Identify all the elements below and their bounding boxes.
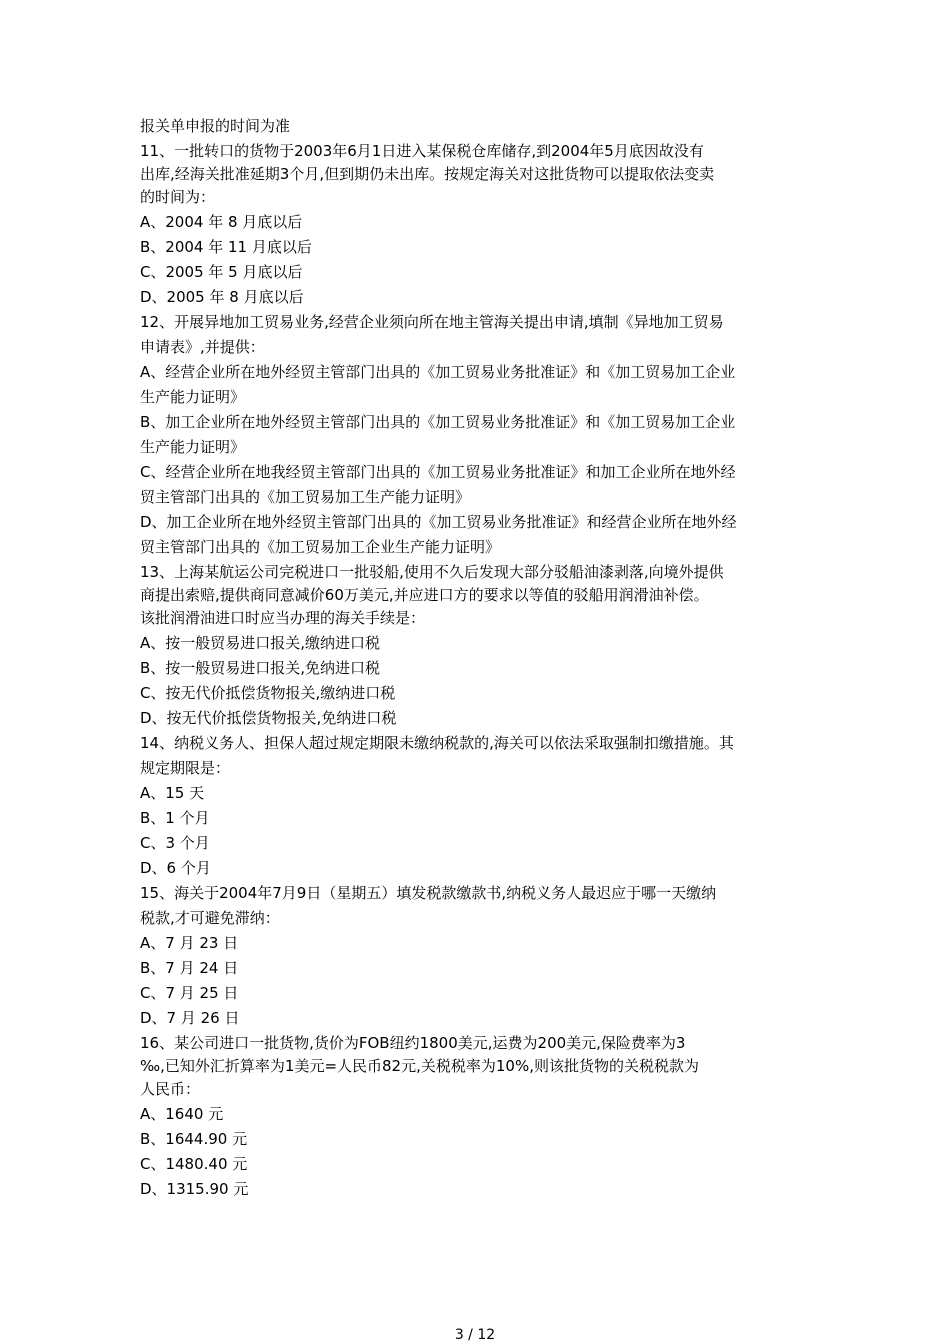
option-line: B、2004 年 11 月底以后 bbox=[140, 238, 312, 256]
page-number: 3 / 12 bbox=[454, 1327, 496, 1343]
option-line: C、经营企业所在地我经贸主管部门出具的《加工贸易业务批准证》和加工企业所在地外经 bbox=[140, 463, 736, 481]
option-line: D、2005 年 8 月底以后 bbox=[140, 288, 304, 306]
option-line: A、2004 年 8 月底以后 bbox=[140, 213, 303, 231]
option-line: A、15 天 bbox=[140, 784, 205, 802]
option-line: 贸主管部门出具的《加工贸易加工生产能力证明》 bbox=[140, 488, 471, 506]
option-line: A、1640 元 bbox=[140, 1105, 224, 1123]
question-12-line: 12、开展异地加工贸易业务,经营企业须向所在地主管海关提出申请,填制《异地加工贸易 bbox=[140, 313, 724, 331]
question-11-line: 出库,经海关批准延期3个月,但到期仍未出库。按规定海关对这批货物可以提取依法变卖 bbox=[140, 165, 715, 183]
option-line: D、加工企业所在地外经贸主管部门出具的《加工贸易业务批准证》和经营企业所在地外经 bbox=[140, 513, 737, 531]
option-line: B、1 个月 bbox=[140, 809, 210, 827]
option-line: D、6 个月 bbox=[140, 859, 211, 877]
question-16-line: 人民币： bbox=[140, 1080, 201, 1098]
option-line: D、7 月 26 日 bbox=[140, 1009, 240, 1027]
question-16-line: 16、某公司进口一批货物,货价为FOB纽约1800美元,运费为200美元,保险费率为3 bbox=[140, 1034, 686, 1052]
option-line: B、1644.90 元 bbox=[140, 1130, 248, 1148]
question-13-line: 商提出索赔,提供商同意减价60万美元,并应进口方的要求以等值的驳船用润滑油补偿。 bbox=[140, 586, 709, 604]
option-line: B、7 月 24 日 bbox=[140, 959, 239, 977]
text-line: 报关单申报的时间为准 bbox=[140, 117, 291, 135]
question-12-line: 申请表》,并提供： bbox=[140, 338, 265, 356]
option-line: C、1480.40 元 bbox=[140, 1155, 248, 1173]
option-line: 贸主管部门出具的《加工贸易加工企业生产能力证明》 bbox=[140, 538, 501, 556]
option-line: D、按无代价抵偿货物报关,免纳进口税 bbox=[140, 709, 397, 727]
option-line: 生产能力证明》 bbox=[140, 438, 246, 456]
question-14-line: 14、纳税义务人、担保人超过规定期限未缴纳税款的,海关可以依法采取强制扣缴措施。其 bbox=[140, 734, 734, 752]
option-line: A、经营企业所在地外经贸主管部门出具的《加工贸易业务批准证》和《加工贸易加工企业 bbox=[140, 363, 736, 381]
option-line: A、7 月 23 日 bbox=[140, 934, 239, 952]
option-line: B、加工企业所在地外经贸主管部门出具的《加工贸易业务批准证》和《加工贸易加工企业 bbox=[140, 413, 736, 431]
question-14-line: 规定期限是： bbox=[140, 759, 231, 777]
option-line: C、7 月 25 日 bbox=[140, 984, 239, 1002]
option-line: B、按一般贸易进口报关,免纳进口税 bbox=[140, 659, 381, 677]
question-11-line: 的时间为： bbox=[140, 188, 216, 206]
question-15-line: 税款,才可避免滞纳： bbox=[140, 909, 280, 927]
option-line: C、按无代价抵偿货物报关,缴纳进口税 bbox=[140, 684, 396, 702]
option-line: C、3 个月 bbox=[140, 834, 210, 852]
option-line: A、按一般贸易进口报关,缴纳进口税 bbox=[140, 634, 381, 652]
question-11-line: 11、一批转口的货物于2003年6月1日进入某保税仓库储存,到2004年5月底因故没有 bbox=[140, 142, 704, 160]
option-line: 生产能力证明》 bbox=[140, 388, 246, 406]
option-line: D、1315.90 元 bbox=[140, 1180, 249, 1198]
question-13-line: 该批润滑油进口时应当办理的海关手续是： bbox=[140, 609, 426, 627]
question-16-line: ‰,已知外汇折算率为1美元=人民币82元,关税税率为10%,则该批货物的关税税款为 bbox=[140, 1057, 699, 1075]
option-line: C、2005 年 5 月底以后 bbox=[140, 263, 303, 281]
question-13-line: 13、上海某航运公司完税进口一批驳船,使用不久后发现大部分驳船油漆剥落,向境外提供 bbox=[140, 563, 724, 581]
question-15-line: 15、海关于2004年7月9日（星期五）填发税款缴款书,纳税义务人最迟应于哪一天缴纳 bbox=[140, 884, 717, 902]
document-body bbox=[140, 114, 820, 1202]
